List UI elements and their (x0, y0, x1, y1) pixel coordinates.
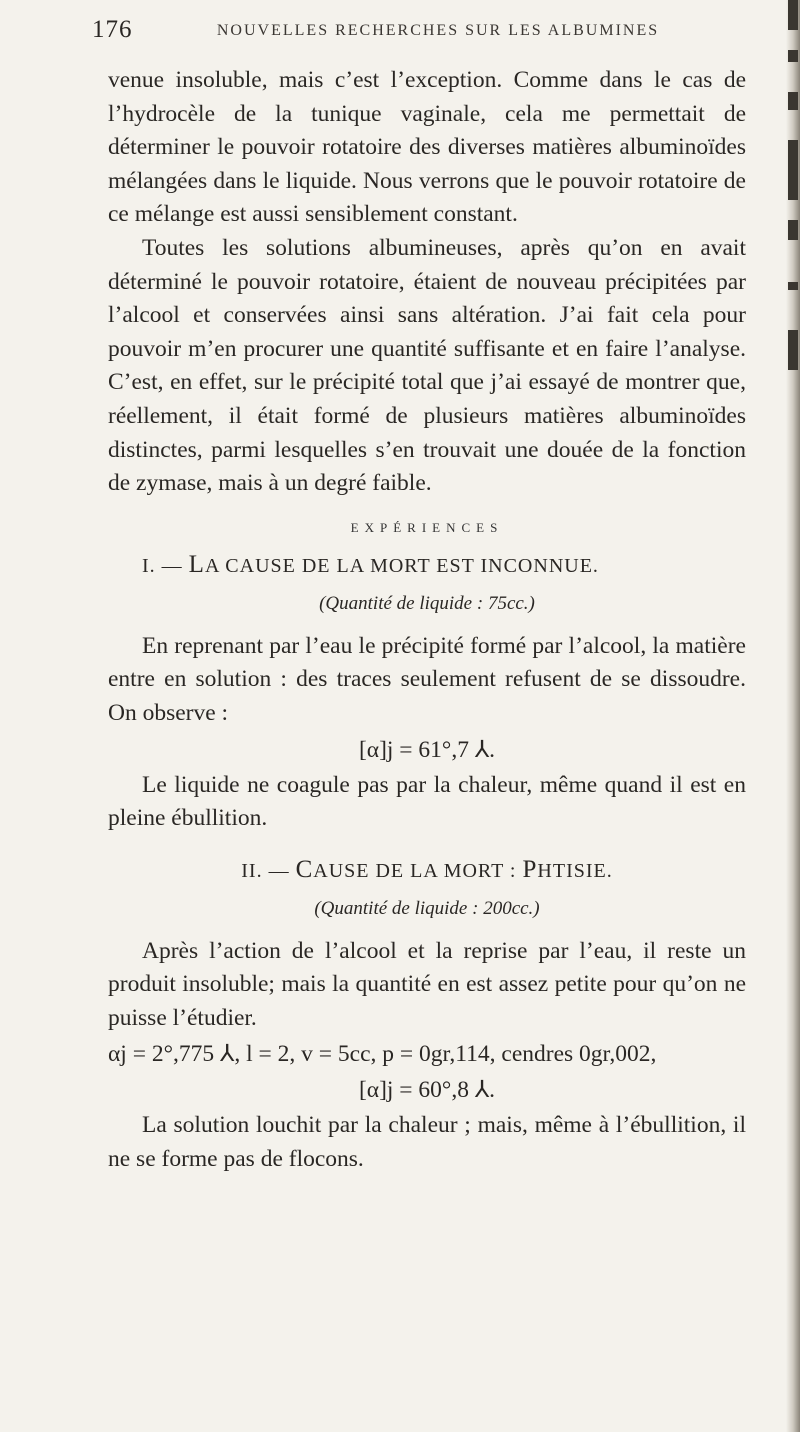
section-2-numeral: II. — (241, 859, 290, 882)
paragraph-continuation: venue insoluble, mais c’est l’exception. Comme dans le cas de l’hydrocèle de la tunique vaginale, cela me permettait de déterminer le pouvoir rotatoire des diverses matières albuminoïdes mélangées dans le liquide. Nous verrons que le pouvoir rotatoire de ce mélange est aussi sensiblement constant. (108, 67, 746, 228)
section-2-formula: [α]j = 60°,8 ⅄. (358, 1077, 496, 1104)
section-2-quantity: (Quantité de liquide : 200cc.) (314, 897, 540, 919)
section-2-paragraph-after: La solution louchit par la chaleur ; mais, même à l’ébullition, il ne se forme pas de flocons. (108, 1112, 746, 1173)
section-2-measurements: αj = 2°,775 ⅄, l = 2, v = 5cc, p = 0gr,114, cendres 0gr,002, (108, 1041, 657, 1068)
section-2-title (108, 856, 746, 885)
section-1-quantity: (Quantité de liquide : 75cc.) (319, 592, 535, 614)
section-2-title-rest-1: AUSE DE LA MORT : (313, 859, 517, 882)
section-1-formula: [α]j = 61°,7 ⅄. (358, 736, 496, 763)
section-2-title-initial-1: C (295, 855, 314, 883)
section-2-paragraph: Après l’action de l’alcool et la reprise par l’eau, il reste un produit insoluble; mais la quantité en est assez petite pour qu’on ne puisse l’étudier. (108, 937, 746, 1031)
page-number: 176 (92, 16, 133, 43)
paragraph-solutions: Toutes les solutions albumineuses, après qu’on en avait déterminé le pouvoir rotatoire, étaient de nouveau précipitées par l’alcool et conservées ainsi sans altération. J’ai fait cela pour pouvoir m’en procurer une quantité suffisante et en faire l’analyse. C’est, en effet, sur le précipité total que j’ai essayé de montrer que, réellement, il était formé de plusieurs matières albuminoïdes distinctes, parmi lesquelles s’en trouvait une douée de la fonction de zymase, mais à un degré faible. (108, 234, 746, 497)
section-1-title (108, 551, 746, 580)
section-2-title-initial-2: P (522, 855, 538, 883)
text-block (108, 64, 746, 1177)
running-head (92, 16, 746, 46)
section-2-title-rest-2: HTISIE. (537, 859, 613, 882)
experiences-heading: EXPÉRIENCES (350, 519, 504, 535)
section-1-numeral: I. — (142, 554, 183, 577)
section-1-title-rest: A CAUSE DE LA MORT EST INCONNUE. (204, 554, 599, 577)
page-edge-shadow (786, 0, 800, 1432)
section-1-paragraph-after: Le liquide ne coagule pas par la chaleur, même quand il est en pleine ébullition. (108, 771, 746, 832)
section-1-paragraph: En reprenant par l’eau le précipité formé par l’alcool, la matière entre en solution : des traces seulement refusent de se dissoudre. On observe : (108, 632, 746, 726)
section-1-title-initial: L (188, 550, 205, 578)
running-title: NOUVELLES RECHERCHES SUR LES ALBUMINES (216, 22, 660, 39)
